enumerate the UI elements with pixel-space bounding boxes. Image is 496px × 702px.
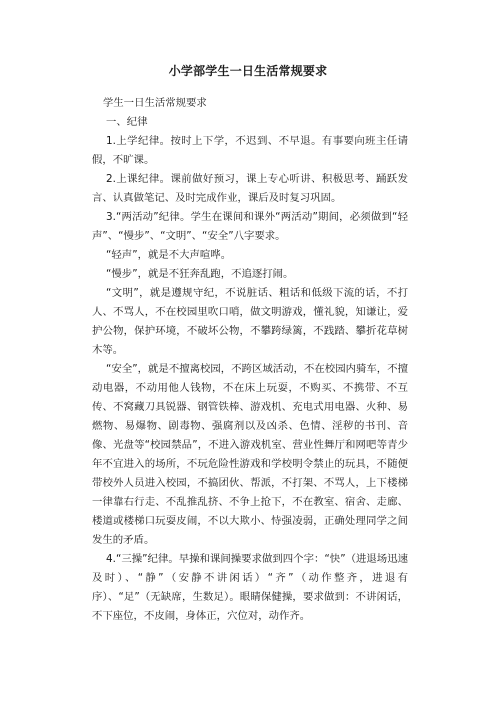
paragraph-quiet-voice: “轻声”，就是不大声喧哗。 (106, 249, 232, 261)
paragraph-slow-walk: “慢步”，就是不狂奔乱跑，不追逐打闹。 (106, 268, 294, 280)
section-heading: 学生一日生活常规要求 (102, 97, 207, 109)
paragraph-activity-discipline: 3.“两活动”纪律。学生在课间和课外“两活动”期间，必须做到“轻声”、“慢步”、“文明”、“安全”八字要求。 (92, 211, 408, 242)
document-title: 小学部学生一日生活常规要求 (168, 64, 328, 78)
chapter-heading-discipline: 一、纪律 (106, 116, 148, 128)
paragraph-school-discipline: 1.上学纪律。按时上下学，不迟到、不早退。有事要向班主任请假，不旷课。 (92, 135, 408, 166)
paragraph-exercise-discipline: 4.“三操”纪律。早操和课间操要求做到四个字：“快”（进退场迅速及时）、“静”（安静不讲闲话）“齐”（动作整齐，进退有序）、“足”（无缺席，生数足）。眼睛保健操，要求做到：不讲闲话，不下座位，不皮闹，身体正，穴位对，动作齐。 (92, 553, 408, 622)
paragraph-class-discipline: 2.上课纪律。课前做好预习，课上专心听讲、积极思考、踊跃发言、认真做笔记、及时完成作业，课后及时复习巩固。 (92, 173, 408, 204)
document-body (92, 94, 408, 626)
paragraph-safety: “安全”，就是不擅离校园，不跨区域活动，不在校园内骑车，不擅动电器，不动用他人钱物，不在床上玩耍，不购买、不携带、不互传、不窝藏刀具锐器、钢管铁棒、游戏机、充电式用电器、火种、易燃物、易爆物、剧毒物、强腐剂以及凶杀、色情、淫秽的书刊、音像、光盘等“校园禁品”，不进入游戏机室、营业性舞厅和网吧等青少年不宜进入的场所，不玩危险性游戏和学校明令禁止的玩具，不随便带校外人员进入校园，不搞团伙、帮派，不打架、不骂人，上下楼梯一律靠右行走、不乱推乱挤、不争上抢下，不在教室、宿舍、走廊、楼道或楼梯口玩耍皮闹，不以大欺小、恃强凌弱，正确处理同学之间发生的矛盾。 (92, 363, 408, 546)
paragraph-civility: “文明”，就是遵规守纪，不说脏话、粗话和低级下流的话，不打人、不骂人，不在校园里吹口哨，做文明游戏，懂礼貌，知谦让，爱护公物，保护环境，不破坏公物，不攀跨绿篱，不践踏、攀折花草树木等。 (92, 287, 408, 356)
